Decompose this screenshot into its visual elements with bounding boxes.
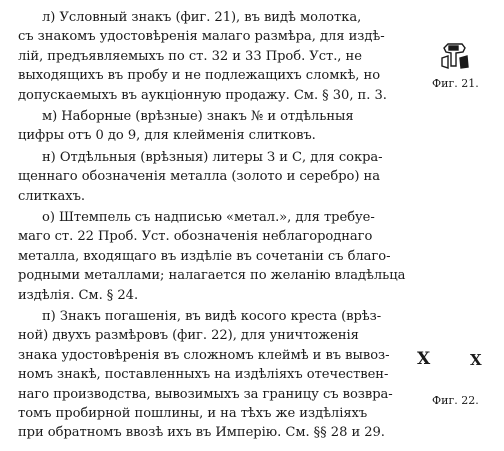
text-line: наго производства, вывозимыхъ за границу съ возвра- [18, 386, 393, 402]
cancel-cross-small-icon: X [417, 349, 431, 369]
text-line: л) Условный знакъ (фиг. 21), въ видѣ молотка, [42, 10, 362, 25]
text-line: издѣлія. См. § 24. [18, 287, 139, 303]
text-line: н) Отдѣльныя (врѣзныя) литеры З и С, для сокра- [42, 150, 383, 165]
figure-22-caption: Фиг. 22. [432, 394, 479, 407]
paragraph-n [18, 148, 418, 206]
text-line: съ знакомъ удостовѣренія малаго размѣра, для издѣ- [18, 29, 385, 45]
text-line: м) Наборные (врѣзные) знакъ № и отдѣльныя [42, 109, 354, 124]
paragraph-m [18, 107, 418, 146]
text-line: номъ знакѣ, поставленныхъ на издѣліяхъ отечествен- [18, 367, 389, 383]
text-line: томъ пробирной пошлины, и на тѣхъ же издѣліяхъ [18, 405, 368, 421]
figure-21-caption: Фиг. 21. [432, 77, 479, 90]
text-line: знака удостовѣренія въ сложномъ клеймѣ и въ вывоз- [18, 347, 390, 363]
paragraph-p [18, 307, 418, 443]
text-line: цифры отъ 0 до 9, для клейменія слитковъ. [18, 128, 316, 144]
paragraph-o [18, 208, 418, 305]
text-line: при обратномъ ввозѣ ихъ въ Имперію. См. §§ 28 и 29. [18, 425, 385, 441]
text-line: лій, предъявляемыхъ по ст. 32 и 33 Проб. Уст., не [18, 48, 362, 64]
text-line: металла, входящаго въ издѣліе въ сочетаніи съ благо- [18, 248, 391, 264]
text-line: ной) двухъ размѣровъ (фиг. 22), для уничтоженія [18, 328, 359, 344]
hammer-stamp-icon [438, 38, 472, 72]
text-line: выходящихъ въ пробу и не подлежащихъ сломкѣ, но [18, 68, 381, 84]
text-line: щеннаго обозначенія металла (золото и серебро) на [18, 169, 380, 185]
text-line: родными металлами; налагается по желанію владѣльца [18, 268, 406, 284]
cancel-cross-large-icon: X [470, 351, 482, 369]
paragraph-l [18, 8, 418, 105]
text-line: о) Штемпель съ надписью «метал.», для требуе- [42, 210, 375, 225]
text-line: допускаемыхъ въ аукціонную продажу. См. § 30, п. 3. [18, 87, 387, 103]
text-line: маго ст. 22 Проб. Уст. обозначенія неблагороднаго [18, 229, 373, 245]
text-line: п) Знакъ погашенія, въ видѣ косого креста (врѣз- [42, 309, 382, 324]
text-line: слиткахъ. [18, 188, 86, 204]
